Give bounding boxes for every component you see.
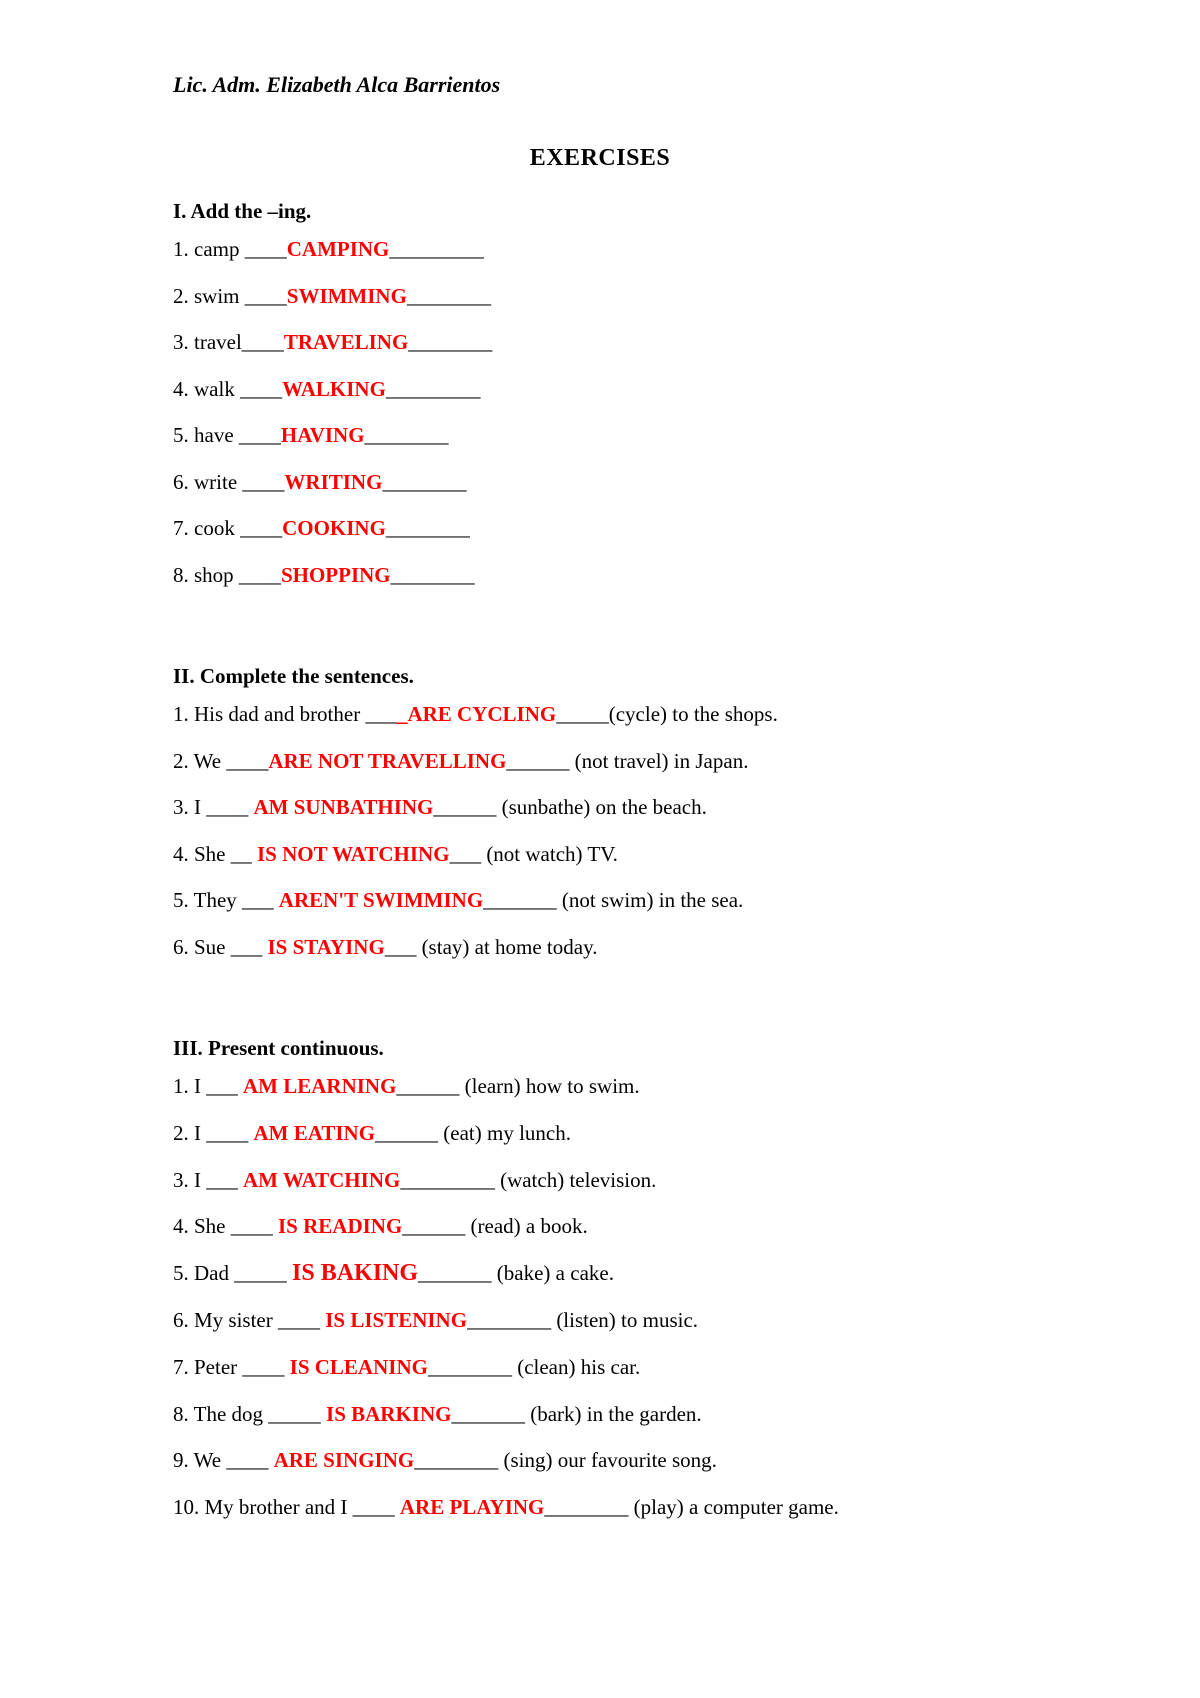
item-answer: ARE NOT TRAVELLING [268,748,507,773]
item-prompt: 8. shop ____ [173,562,281,587]
exercise-item [173,886,1173,933]
item-prompt: 8. The dog _____ [173,1401,327,1426]
exercise-item [173,1400,1173,1447]
item-blank: _________ [389,237,484,261]
item-prompt: 5. have ____ [173,423,281,447]
item-blank: _________ (watch) television. [400,1167,657,1192]
exercise-item [173,1166,1173,1213]
page-title: EXERCISES [529,145,671,171]
item-answer: _ARE CYCLING [396,702,557,726]
item-prompt: 4. She ____ [173,1214,278,1239]
item-answer: CAMPING [286,237,390,261]
item-answer: AM SUNBATHING [253,795,434,820]
item-blank: _______ (not swim) in the sea. [483,888,744,913]
item-blank: ______ (sunbathe) on the beach. [433,795,707,820]
item-blank: ______ (not travel) in Japan. [506,748,749,773]
exercise-item [173,421,1173,468]
item-prompt: 7. cook ____ [173,516,283,540]
item-answer: AM LEARNING [243,1074,397,1098]
item-prompt: 3. I ___ [173,1167,243,1192]
item-blank: ________ [385,516,470,540]
exercise-item [173,282,1173,329]
exercise-item [173,514,1173,561]
exercise-item [173,747,1173,794]
exercise-item [173,1259,1173,1306]
item-blank: _______ (bake) a cake. [418,1261,614,1286]
exercise-item [173,793,1173,840]
item-blank: ________ (play) a computer game. [544,1495,839,1520]
section-present-continuous [173,1034,1173,1540]
author-name: Lic. Adm. Elizabeth Alca Barrientos [173,72,501,97]
item-answer: IS STAYING [267,934,385,959]
item-answer: WRITING [284,469,383,494]
exercise-item [173,700,1173,747]
item-blank: ___ (stay) at home today. [384,934,598,959]
item-answer: ARE SINGING [273,1448,415,1473]
item-blank: _________ [385,376,481,401]
item-blank: ________ (clean) his car. [427,1354,641,1379]
item-answer: WALKING [282,376,386,401]
item-prompt: 2. I ____ [173,1120,254,1145]
exercise-item [173,561,1173,608]
exercise-item [173,933,1173,980]
item-blank: ________ [408,330,493,354]
item-blank: ________ (listen) to music. [467,1307,699,1332]
item-prompt: 5. Dad _____ [173,1261,292,1286]
item-answer: AM EATING [253,1120,376,1145]
item-blank: ________ [406,283,491,308]
exercise-item [173,1212,1173,1259]
item-answer: SHOPPING [280,562,391,587]
item-blank: ______ (learn) how to swim. [396,1074,640,1098]
item-blank: _____(cycle) to the shops. [556,702,778,726]
item-prompt: 6. Sue ___ [173,934,268,959]
item-prompt: 4. She __ [173,841,257,866]
exercise-item [173,1072,1173,1119]
item-answer: COOKING [282,516,386,540]
item-blank: ________ [390,562,475,587]
exercise-item [173,328,1173,375]
item-prompt: 3. travel____ [173,330,284,354]
item-blank: ________ [382,469,467,494]
item-answer: IS CLEANING [289,1354,428,1379]
item-blank: ___ (not watch) TV. [449,841,618,866]
section-complete-sentences [173,662,1173,980]
item-answer: AREN'T SWIMMING [278,888,484,913]
section-add-ing [173,197,1173,607]
exercise-item [173,375,1173,422]
exercise-item [173,1306,1173,1353]
item-answer: TRAVELING [283,330,409,354]
item-prompt: 6. My sister ____ [173,1307,326,1332]
exercise-item [173,840,1173,887]
item-prompt: 4. walk ____ [173,376,283,401]
item-prompt: 6. write ____ [173,469,285,494]
section-title: II. Complete the sentences. [173,664,414,688]
item-prompt: 9. We ____ [173,1448,274,1473]
exercise-item [173,1493,1173,1540]
item-prompt: 1. I ___ [173,1074,243,1098]
item-answer: AM WATCHING [243,1167,401,1192]
exercise-item [173,1119,1173,1166]
item-blank: ______ (eat) my lunch. [375,1120,571,1145]
exercise-item [173,468,1173,515]
item-prompt: 5. They ___ [173,888,279,913]
item-answer: IS BARKING [326,1401,452,1426]
item-answer: HAVING [280,423,365,447]
item-answer: IS READING [278,1214,403,1239]
item-blank: ________ (sing) our favourite song. [414,1448,717,1473]
item-answer: IS LISTENING [325,1307,468,1332]
item-answer: IS NOT WATCHING [257,841,450,866]
section-title: I. Add the –ing. [173,199,312,223]
item-prompt: 7. Peter ____ [173,1354,290,1379]
item-prompt: 1. His dad and brother ___ [173,702,397,726]
item-blank: _______ (bark) in the garden. [451,1401,702,1426]
item-answer: ARE PLAYING [399,1495,545,1520]
item-prompt: 3. I ____ [173,795,254,820]
exercise-item [173,235,1173,282]
exercise-item [173,1353,1173,1400]
exercise-item [173,1446,1173,1493]
item-prompt: 1. camp ____ [173,237,287,261]
item-answer: IS BAKING [292,1260,419,1287]
item-prompt: 2. swim ____ [173,283,287,308]
item-blank: ______ (read) a book. [402,1214,588,1239]
item-answer: SWIMMING [286,283,407,308]
item-prompt: 10. My brother and I ____ [173,1495,400,1520]
item-prompt: 2. We ____ [173,748,269,773]
item-blank: ________ [364,423,449,447]
section-title: III. Present continuous. [173,1036,384,1060]
